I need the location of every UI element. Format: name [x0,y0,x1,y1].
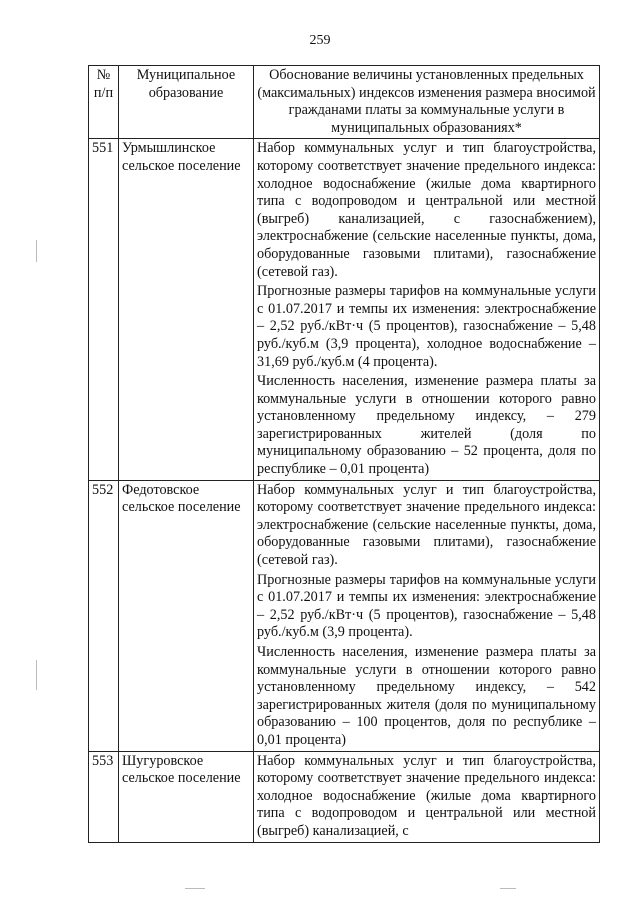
header-municipality: Муниципальное образование [119,66,254,139]
population-paragraph: Численность населения, изменение размера платы за коммунальные услуги в отношении которого равно установленному предельному индексу, – 542 зарегистрированных жителя (доля по муниципальному образованию – 100 процентов, доля по республике – 0,01 процента) [257,644,596,748]
scan-artifact [36,240,37,262]
scan-artifact [185,888,205,889]
scan-artifact [500,888,516,889]
municipality-name: Шугуровское сельское поселение [119,751,254,842]
table-row [89,139,600,480]
tariffs-paragraph: Прогнозные размеры тарифов на коммунальные услуги с 01.07.2017 и темпы их изменения: электроснабжение – 2,52 руб./кВт·ч (5 процентов), газоснабжение – 5,48 руб./куб.м (3,9 процента). [257,571,596,641]
services-paragraph: Набор коммунальных услуг и тип благоустройства, которому соответствует значение предельного индекса: холодное водоснабжение (жилые дома квартирного типа с водопроводом и центральной или местной (выгреб) канализацией, с [257,752,596,839]
table-row [89,480,600,751]
row-number: 553 [89,751,119,842]
table-header-row [89,66,600,139]
services-paragraph: Набор коммунальных услуг и тип благоустройства, которому соответствует значение предельного индекса: холодное водоснабжение (жилые дома квартирного типа с водопроводом и центральной или местной (выгреб) канализацией, с газоснабжением), электроснабжение (сельские населенные пункты, дома, оборудованные газовыми плитами), газоснабжение (сетевой газ). [257,140,596,280]
page-number: 259 [309,33,331,48]
row-number: 552 [89,480,119,751]
header-number: № п/п [89,66,119,139]
scan-artifact [36,660,37,690]
row-number: 551 [89,139,119,480]
table-row [89,751,600,842]
tariff-index-table [88,65,600,843]
header-justification: Обоснование величины установленных предельных (максимальных) индексов изменения размера вносимой гражданами платы за коммунальные услуги в муниципальных образованиях* [254,66,600,139]
services-paragraph: Набор коммунальных услуг и тип благоустройства, которому соответствует значение предельного индекса: электроснабжение (сельские населенные пункты, дома, оборудованные газовыми плитами), газоснабжение (сетевой газ). [257,481,596,569]
tariffs-paragraph: Прогнозные размеры тарифов на коммунальные услуги с 01.07.2017 и темпы их изменения: электроснабжение – 2,52 руб./кВт·ч (5 процентов), газоснабжение – 5,48 руб./куб.м (3,9 процента), холодное водоснабжение – 31,69 руб./куб.м (4 процента). [257,283,596,370]
justification-cell [254,480,600,751]
justification-cell [254,751,600,842]
municipality-name: Федотовское сельское поселение [119,480,254,751]
municipality-name: Урмышлинское сельское поселение [119,139,254,480]
justification-cell [254,139,600,480]
population-paragraph: Численность населения, изменение размера платы за коммунальные услуги в отношении которого равно установленному предельному индексу, – 279 зарегистрированных жителей (доля по муниципальному образованию – 52 процента, доля по республике – 0,01 процента) [257,373,596,478]
